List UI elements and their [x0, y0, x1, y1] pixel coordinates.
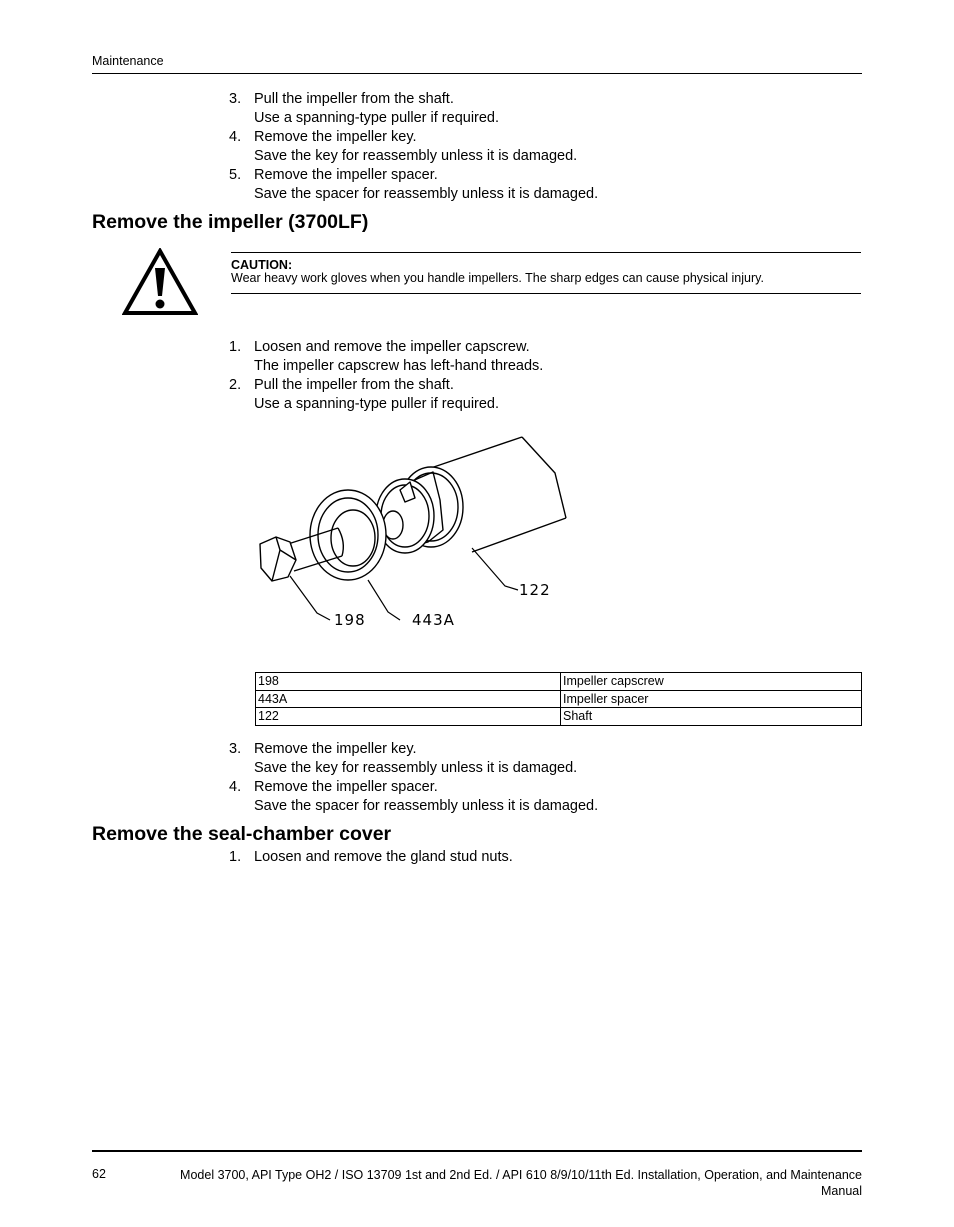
steps-mid [229, 338, 869, 414]
table-row [256, 673, 862, 691]
parts-table [255, 672, 862, 726]
step-text: Remove the impeller key. [254, 741, 417, 757]
part-number: 198 [256, 673, 561, 691]
step-number: 3. [229, 741, 242, 757]
list-item [229, 376, 869, 413]
step-text: Pull the impeller from the shaft. [254, 377, 454, 393]
list-item [229, 90, 869, 127]
list-item [229, 166, 869, 203]
step-number: 1. [229, 339, 242, 355]
step-text: Loosen and remove the impeller capscrew. [254, 339, 530, 355]
step-number: 5. [229, 167, 242, 183]
part-number: 122 [256, 708, 561, 726]
step-text: Remove the impeller key. [254, 129, 417, 145]
section-heading: Remove the impeller (3700LF) [92, 211, 369, 233]
step-number: 3. [229, 91, 242, 107]
footer-title [118, 1167, 862, 1199]
footer-rule [92, 1150, 862, 1152]
list-item [229, 848, 869, 867]
impeller-removal-figure [250, 430, 580, 635]
callout-122: 122 [519, 581, 551, 599]
table-row [256, 708, 862, 726]
step-text: Pull the impeller from the shaft. [254, 91, 454, 107]
step-text: Remove the impeller spacer. [254, 167, 438, 183]
section-heading: Remove the seal-chamber cover [92, 823, 392, 845]
table-row [256, 690, 862, 708]
step-note: Save the spacer for reassembly unless it is damaged. [254, 185, 599, 202]
step-number: 4. [229, 779, 242, 795]
caution-box [231, 252, 861, 294]
callout-443a: 443A [412, 611, 455, 629]
step-note: Save the spacer for reassembly unless it is damaged. [254, 797, 599, 814]
steps-after [229, 740, 869, 816]
list-item [229, 338, 869, 375]
part-number: 443A [256, 690, 561, 708]
step-note: Save the key for reassembly unless it is damaged. [254, 147, 578, 164]
footer-title-line: Manual [821, 1184, 862, 1198]
list-item [229, 740, 869, 777]
list-item [229, 128, 869, 165]
list-item [229, 778, 869, 815]
part-name: Impeller spacer [561, 690, 862, 708]
warning-triangle-icon [122, 248, 198, 316]
page-number: 62 [92, 1167, 106, 1181]
caution-title: CAUTION: [231, 258, 293, 272]
step-number: 4. [229, 129, 242, 145]
part-name: Impeller capscrew [561, 673, 862, 691]
step-text: Remove the impeller spacer. [254, 779, 438, 795]
step-number: 1. [229, 849, 242, 865]
caution-text: Wear heavy work gloves when you handle impellers. The sharp edges can cause physical injury. [231, 271, 764, 285]
step-note: Use a spanning-type puller if required. [254, 109, 500, 126]
part-name: Shaft [561, 708, 862, 726]
footer-title-line: Model 3700, API Type OH2 / ISO 13709 1st and 2nd Ed. / API 610 8/9/10/11th Ed. Installation, Operation, and Maintenance [180, 1168, 862, 1182]
running-header: Maintenance [92, 54, 164, 68]
step-number: 2. [229, 377, 242, 393]
callout-198: 198 [334, 611, 366, 629]
step-note: Use a spanning-type puller if required. [254, 395, 500, 412]
steps-top [229, 90, 869, 204]
step-note: The impeller capscrew has left-hand threads. [254, 357, 544, 374]
steps-last [229, 848, 869, 868]
step-note: Save the key for reassembly unless it is damaged. [254, 759, 578, 776]
header-rule [92, 73, 862, 74]
step-text: Loosen and remove the gland stud nuts. [254, 849, 513, 865]
